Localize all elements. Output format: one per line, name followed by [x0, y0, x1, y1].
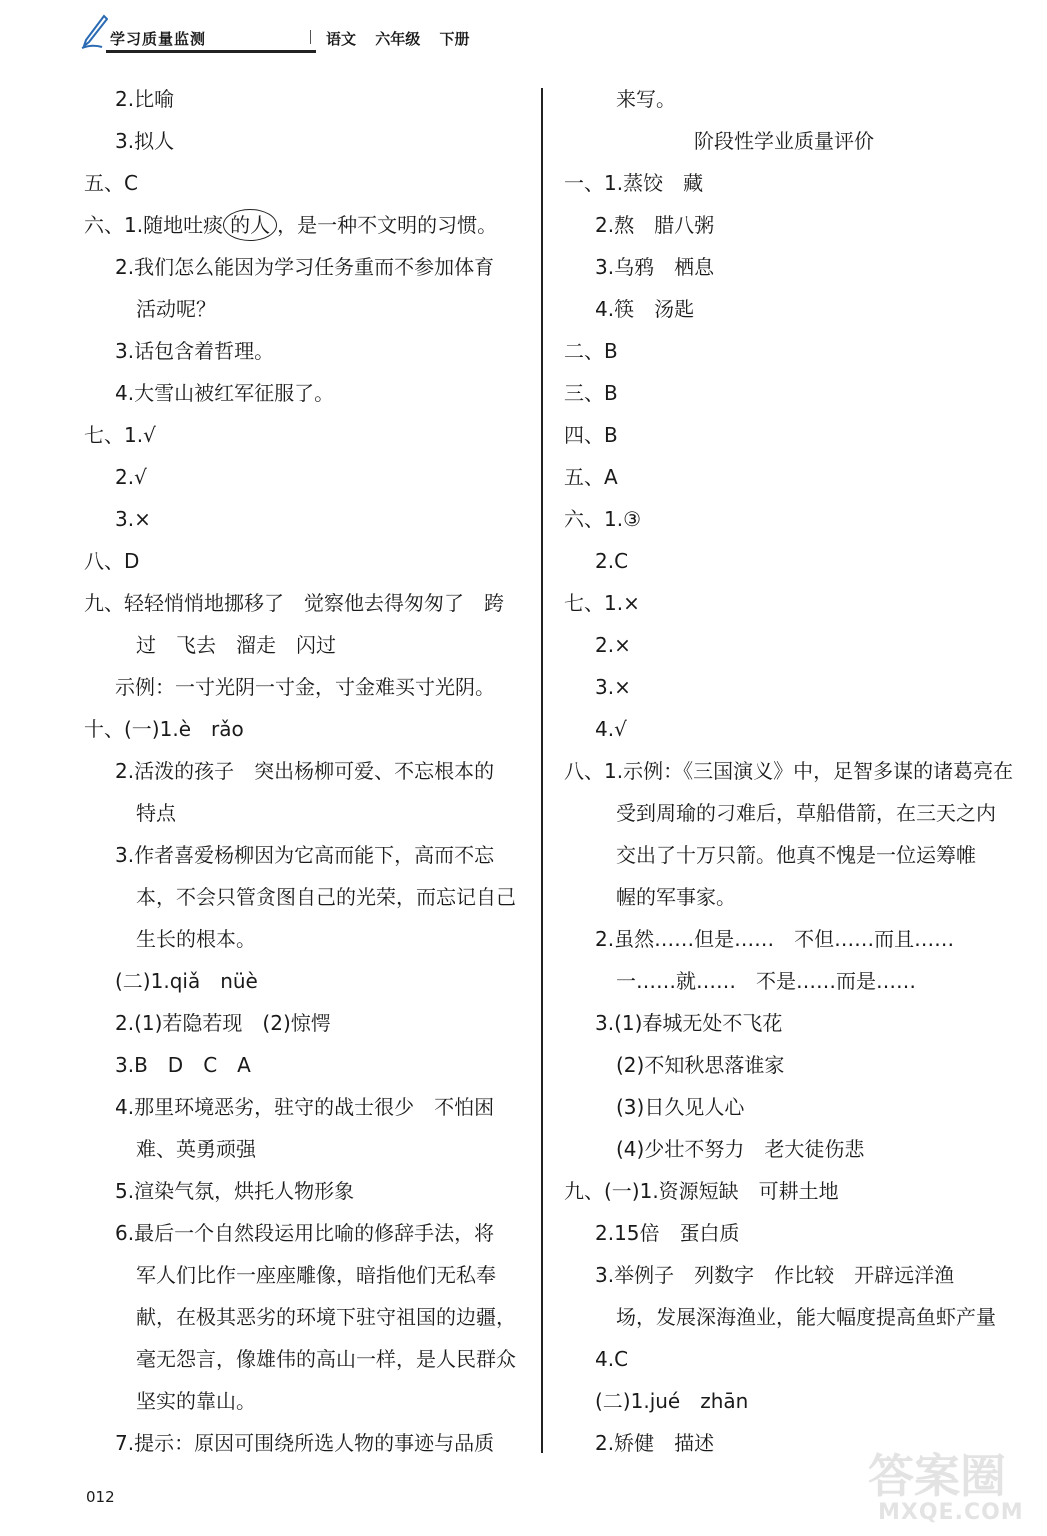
answer-line: 生长的根本。 [136, 927, 256, 951]
answer-line: 五、A [564, 465, 618, 489]
answer-line: (4)少壮不努力 老大徒伤悲 [616, 1137, 865, 1161]
answer-line: 难、英勇顽强 [136, 1137, 256, 1161]
answer-line: 九、(一)1.资源短缺 可耕土地 [564, 1179, 839, 1203]
answer-line: 四、B [564, 423, 618, 447]
answer-line: 3.乌鸦 栖息 [595, 255, 715, 279]
answer-line: 受到周瑜的刁难后，草船借箭，在三天之内 [616, 801, 996, 825]
answer-line: 2.× [595, 633, 631, 657]
answer-line: 九、轻轻悄悄地挪移了 觉察他去得匆匆了 跨 [84, 591, 504, 615]
answer-line: 2.虽然……但是…… 不但……而且…… [595, 927, 955, 951]
answer-line: 3.× [595, 675, 631, 699]
watermark-logo: 答案圈 [868, 1449, 1006, 1503]
answer-line: 3.举例子 列数字 作比较 开辟远洋渔 [595, 1263, 955, 1287]
pen-icon [78, 14, 108, 50]
watermark [868, 1432, 1038, 1532]
answer-line: 4.筷 汤匙 [595, 297, 695, 321]
page-header [78, 12, 558, 52]
answer-line: 6.最后一个自然段运用比喻的修辞手法，将 [115, 1221, 495, 1245]
watermark-url: MXQE.COM [878, 1500, 1024, 1525]
answer-line: 3.B D C A [115, 1053, 251, 1077]
answer-line: 3.作者喜爱杨柳因为它高而能下，高而不忘 [115, 843, 495, 867]
answer-line: 场，发展深海渔业，能大幅度提高鱼虾产量 [616, 1305, 996, 1329]
answer-line: 4.那里环境恶劣，驻守的战士很少 不怕困 [115, 1095, 495, 1119]
answer-line: 三、B [564, 381, 618, 405]
answer-line: 特点 [136, 801, 176, 825]
left-column [84, 78, 524, 1464]
answer-text: 十、(一)1. [84, 717, 179, 741]
answer-line: 六、1.③ [564, 507, 642, 531]
answer-line: 八、1.示例：《三国演义》中，足智多谋的诸葛亮在 [564, 759, 1014, 783]
answer-line: 2.比喻 [115, 87, 175, 111]
answer-line: 4.大雪山被红军征服了。 [115, 381, 335, 405]
answer-line: 一……就…… 不是……而是…… [616, 969, 916, 993]
pinyin-answer: jué zhān [649, 1389, 749, 1413]
column-divider [541, 88, 543, 1453]
pinyin-answer: è rǎo [178, 717, 244, 741]
answer-line [84, 204, 524, 246]
answer-line: 3.拟人 [115, 129, 175, 153]
term-label: 下册 [439, 30, 470, 48]
grade-label: 六年级 [375, 30, 421, 48]
answer-line: 坚实的靠山。 [136, 1389, 256, 1413]
answer-line: 七、1.× [564, 591, 640, 615]
header-meta [326, 28, 484, 49]
circled-correction: 的人 [223, 209, 277, 241]
header-separator [310, 30, 311, 44]
answer-line: 一、1.蒸饺 藏 [564, 171, 704, 195]
answer-line: 交出了十万只箭。他真不愧是一位运筹帷 [616, 843, 976, 867]
answer-line: 幄的军事家。 [616, 885, 736, 909]
answer-line: 3.(1)春城无处不飞花 [595, 1011, 783, 1035]
right-column [564, 78, 1014, 1464]
answer-text: (二)1. [115, 969, 170, 993]
answer-line: (2)不知秋思落谁家 [616, 1053, 785, 1077]
answer-line: 献，在极其恶劣的环境下驻守祖国的边疆， [136, 1305, 516, 1329]
answer-line: 2.√ [115, 465, 147, 489]
answer-line: 活动呢？ [136, 297, 216, 321]
brand-title: 学习质量监测 [110, 30, 207, 48]
answer-line: 来写。 [616, 87, 676, 111]
answer-line: 4.√ [595, 717, 627, 741]
answer-line: 过 飞去 溜走 闪过 [136, 633, 336, 657]
answer-line: 毫无怨言，像雄伟的高山一样，是人民群众 [136, 1347, 516, 1371]
answer-line: 本，不会只管贪图自己的光荣，而忘记自己 [136, 885, 516, 909]
answer-line: 示例：一寸光阴一寸金，寸金难买寸光阴。 [115, 675, 495, 699]
answer-line: 2.我们怎么能因为学习任务重而不参加体育 [115, 255, 495, 279]
pinyin-answer: qiǎ nüè [169, 969, 258, 993]
answer-line [84, 960, 524, 1002]
answer-line: 八、D [84, 549, 140, 573]
answer-line: 二、B [564, 339, 618, 363]
answer-line: 2.矫健 描述 [595, 1431, 715, 1455]
header-underline [106, 50, 316, 53]
answer-line: 7.提示：原因可围绕所选人物的事迹与品质 [115, 1431, 495, 1455]
answer-line: 2.熬 腊八粥 [595, 213, 715, 237]
answer-line: 2.15倍 蛋白质 [595, 1221, 740, 1245]
answer-line: 2.(1)若隐若现 (2)惊愕 [115, 1011, 331, 1035]
answer-line [564, 1380, 1004, 1422]
answer-text: 六、1.随地吐痰 [84, 213, 224, 237]
answer-line: 七、1.√ [84, 423, 156, 447]
answer-line: (3)日久见人心 [616, 1095, 745, 1119]
answer-line: 3.× [115, 507, 151, 531]
answer-line: 4.C [595, 1347, 629, 1371]
subject-label: 语文 [326, 30, 357, 48]
answer-line: 2.C [595, 549, 629, 573]
answer-line: 5.渲染气氛，烘托人物形象 [115, 1179, 355, 1203]
answer-line: 3.话包含着哲理。 [115, 339, 275, 363]
page-number: 012 [86, 1488, 115, 1506]
answer-line: 军人们比作一座座雕像，暗指他们无私奉 [136, 1263, 496, 1287]
answer-line: 2.活泼的孩子 突出杨柳可爱、不忘根本的 [115, 759, 495, 783]
answer-line [84, 708, 524, 750]
section-title: 阶段性学业质量评价 [694, 129, 874, 153]
answer-text: ，是一种不文明的习惯。 [277, 213, 498, 237]
answer-line: 五、C [84, 171, 138, 195]
answer-text: (二)1. [595, 1389, 650, 1413]
